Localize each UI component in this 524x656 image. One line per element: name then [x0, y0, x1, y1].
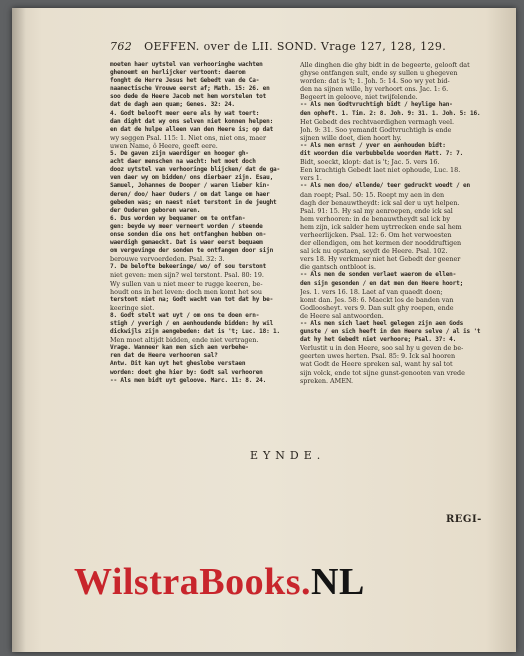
text-line: ghenoemt en herlijcker vertoont: daerom: [110, 69, 246, 77]
left-text-column: [110, 61, 293, 439]
text-line: onse sonden die ons het ontfanghen hebben on-: [110, 230, 267, 238]
text-line: -- Als men sich laet heel gelegen zijn aen Gods: [300, 320, 464, 327]
text-line: -- Als men de sonden verlaet waerom de ellen-: [300, 271, 457, 279]
text-line: Psal. 91: 15. Hy sal my aenroepen, ende ick sal: [300, 206, 453, 215]
text-line: deren/ doo/ haer Ouders / om dat lange om haer: [110, 190, 270, 198]
text-line: Wy sullen van u niet meer te rugge keeren, be-: [110, 279, 263, 288]
text-line: -- Als men Godtvruchtigh bidt / heylige han-: [300, 101, 453, 109]
text-line: Jes. 1. vers 16. 18. Laet af van quaedt doen;: [300, 287, 443, 296]
text-line: Verlustit u in den Heere, soo sal hy u geven de be-: [300, 344, 464, 353]
text-line: berouwe vervoerdeden. Psal. 32: 3.: [110, 255, 225, 264]
text-line: -- Als men doo/ ellende/ teer gedruckt woedt / en: [300, 182, 470, 190]
text-line: om vergevinge der sonden te ontfangen door sijn: [110, 247, 274, 255]
page-number: 762: [110, 40, 133, 53]
text-line: acht daer menschen na wacht: het moet doch: [110, 158, 256, 166]
text-line: sal ick nu opstaen, seydt de Heere. Psal. 102.: [300, 247, 448, 256]
running-header: [110, 40, 470, 56]
text-line: keeringe siet.: [110, 303, 155, 312]
text-line: Een krachtigh Gebedt laet niet ophoude, Luc. 18.: [300, 166, 461, 175]
text-line: gebeden was; en naest niet terstont in de jeught: [110, 198, 277, 206]
watermark-black-text: NL: [311, 561, 365, 603]
text-line: ghyse ontfangen sult, ende sy sullen u ghegeven: [300, 69, 458, 78]
text-line: waerdigh gemaeckt. Dat is waer eerst bequaem: [110, 239, 263, 247]
text-line: die gantsch ontbloot is.: [300, 263, 376, 272]
text-line: stigh / yverigh / en aenhoudende bidden: hy wil: [110, 320, 274, 327]
text-line: ren dat de Heere verhooren sal?: [110, 352, 218, 360]
text-line: komt dan. Jes. 58: 6. Maeckt los de banden van: [300, 295, 454, 304]
text-line: verheerlijcken. Psal. 12: 6. Om het verwoesten: [300, 230, 452, 239]
text-line: Godloosheyt. vers 9. Dan sult ghy roepen, ende: [300, 303, 454, 312]
text-line: fonght de Herre Jesus het Gebedt van de Ca-: [110, 77, 260, 85]
text-line: niet geven: men sijn? wel terstont. Psal. 80: 19.: [110, 271, 264, 280]
running-title: OEFFEN. over de LII. SOND. Vrage 127, 128, 129.: [144, 40, 447, 53]
text-line: sijn volck, ende tot sijne gunst-genooten van vrede: [300, 368, 465, 377]
text-line: 6. Dus worden wy bequamer om te ontfan-: [110, 214, 246, 222]
text-line: spreken. AMEN.: [300, 376, 354, 385]
text-line: dat de dagh aen quam; Genes. 32: 24.: [110, 101, 235, 109]
text-line: dan dight dat wy ons selven niet konnen helpen:: [110, 117, 274, 125]
text-line: der Ouderen geboren waren.: [110, 206, 201, 214]
text-line: 8. Godt stelt wat uyt / om ons te doen ern-: [110, 311, 260, 319]
text-line: houdt ons in het leven: doch men komt het sou: [110, 287, 263, 296]
text-line: sijnen wille doet, dien hoort hy.: [300, 133, 402, 142]
text-line: vers 18. Hy verkmaer niet het Gebedt der geener: [300, 255, 461, 264]
text-line: Samuel, Johannes de Dooper / waren lieber kin-: [110, 182, 270, 190]
catchword: REGI-: [446, 514, 482, 525]
text-line: dat hy het Gebedt niet verhoore; Psal. 37: 4.: [300, 336, 457, 344]
text-line: wy seggen Psal. 115: 1. Niet ons, niet ons, maer: [110, 133, 266, 142]
text-line: de Heere sal antwoorden.: [300, 311, 384, 320]
text-line: worden: dat is 't; 1. Joh. 5: 14. Soo wy yet bid-: [300, 77, 450, 86]
spine-shadow: [12, 8, 26, 652]
text-line: -- Als men ernst / yver en aenhouden bidt:: [300, 141, 446, 149]
text-line: uwen Name, ô Heere, geeft eere.: [110, 141, 218, 150]
text-line: 5. De gaven zijn waerdiger en hooger gh-: [110, 150, 249, 158]
text-line: -- Als men bidt uyt geloove. Marc. 11: 8. 24.: [110, 376, 267, 384]
text-line: 7. De belofte bekeeringe/ wo/ of sou terstont: [110, 263, 267, 271]
text-line: Antw. Dit kan uyt het gheslobe verstaen: [110, 360, 246, 368]
text-line: 4. Godt belooft meer eere als hy wat toert:: [110, 109, 260, 117]
text-line: en dat de hulpe alleen van den Heere is; op dat: [110, 125, 274, 133]
text-line: worden: doet ghe hier by: Godt sal verhooren: [110, 368, 263, 376]
text-line: der ellendigen, om het kermen der nooddruftigen: [300, 239, 462, 248]
text-line: soo dede de Heere Jacob met hem worstelen tot: [110, 93, 267, 101]
text-line: geerten uwes herten. Psal. 85: 9. Ick sal hooren: [300, 352, 456, 361]
text-line: gen: beyde wy meer verneert worden / steende: [110, 222, 263, 230]
text-line: Begeert in geloove, niet twijfelende.: [300, 93, 418, 102]
right-text-column: [300, 61, 483, 439]
text-line: Alle dinghen die ghy bidt in de begeerte, gelooft dat: [300, 61, 470, 69]
text-line: hem zijn, ick salder hem uytrrecken ende sal hem: [300, 222, 462, 231]
text-line: naanectische Vrouwe eerst af; Math. 15: 26. en: [110, 85, 270, 93]
text-line: wat Godt de Heere spreken sal, want hy sal tot: [300, 360, 453, 369]
text-line: dickwijls zijn aengebeden: dat is 't; Luc. 18: 1.: [110, 328, 280, 336]
text-line: Joh. 9: 31. Soo yemandt Godtvruchtigh is ende: [300, 125, 452, 134]
text-line: gunste / en sich heeft in den Heere selve / al is 't: [300, 328, 481, 336]
text-line: den opheft. 1. Tim. 2: 8. Joh. 9: 31. 1. Joh. 5: 16.: [300, 109, 481, 117]
text-line: den sijn gesonden / en dat men den Heere hoort;: [300, 279, 464, 287]
text-line: vers 1.: [300, 174, 322, 183]
watermark-logo: [74, 560, 454, 604]
text-line: moeten haer uytstel van verhooringhe wachten: [110, 61, 263, 68]
text-line: ven daer wy om bidden/ ons dierbaer zijn. Esau,: [110, 174, 274, 182]
text-line: hem verhooren: in de benauwtheydt sal ick by: [300, 214, 451, 223]
text-line: terstont niet na; Godt wacht van tot dat hy be-: [110, 295, 274, 303]
text-line: dagh der benauwtheydt: ick sal der u uyt helpen.: [300, 198, 460, 207]
text-line: den na sijnen wille, hy verhoort ons. Jac. 1: 6.: [300, 85, 449, 94]
text-line: Bidt, soeckt, klopt: dat is 't; Jac. 5. vers 16.: [300, 158, 440, 167]
watermark-red-text: WilstraBooks.: [74, 561, 312, 603]
text-line: Vrage. Wanneer kan men sich aen verbehe-: [110, 344, 249, 352]
text-line: dan roept; Psal. 50: 15. Roept my aen in den: [300, 190, 445, 199]
text-line: dooz uytstel van verhooringe blijcken/ dat de ga-: [110, 166, 280, 174]
finis-text: EYNDE.: [250, 449, 326, 462]
text-line: dit woorden die verbubbelde woorden Matt. 7: 7.: [300, 150, 464, 158]
text-line: Men moet altijdt bidden, ende niet vertragen.: [110, 336, 259, 345]
text-line: Het Gebedt des rechtvaerdighen vermagh veel.: [300, 117, 455, 126]
